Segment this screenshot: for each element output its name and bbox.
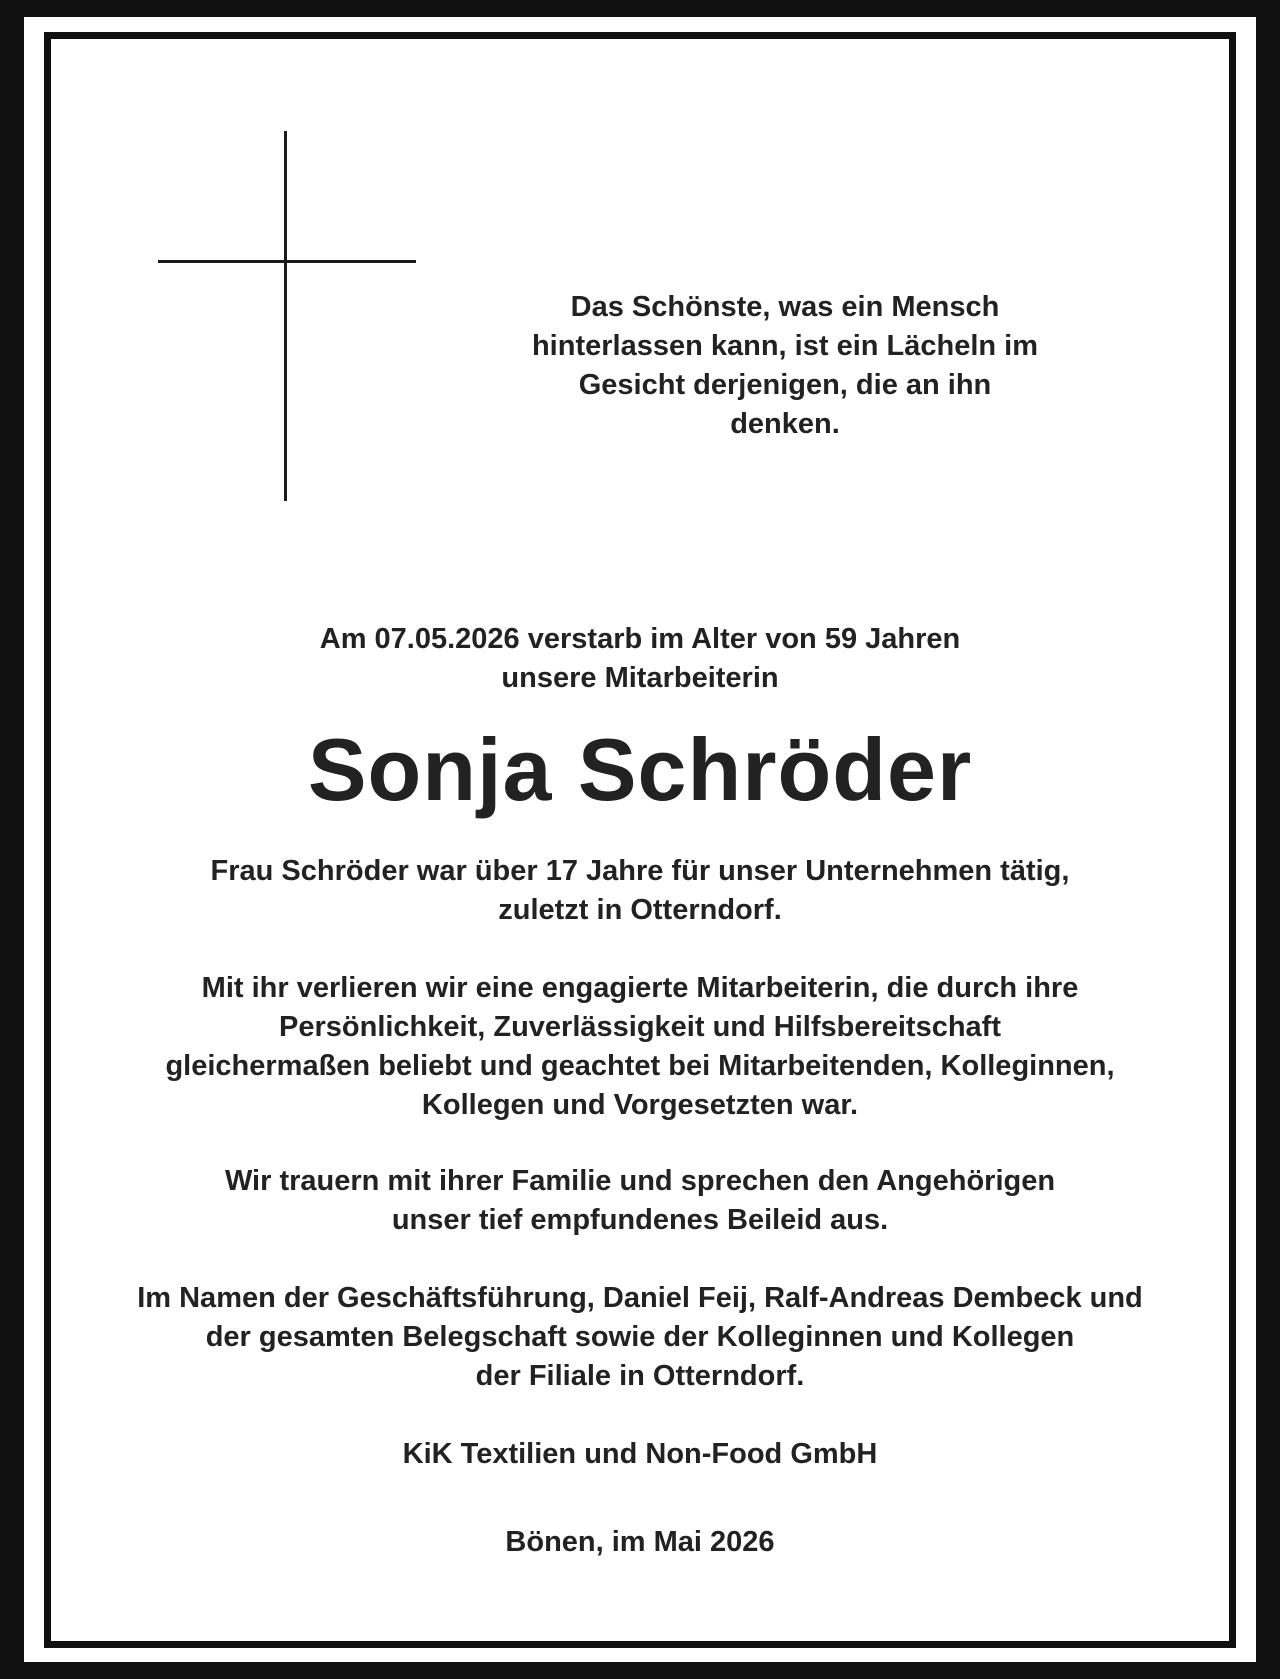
place-and-date: Bönen, im Mai 2026 — [505, 1526, 775, 1558]
company-name: KiK Textilien und Non-Food GmbH — [402, 1438, 878, 1470]
memorial-quote — [490, 288, 1080, 444]
paragraph-line: Persönlichkeit, Zuverlässigkeit und Hilfsbereitschaft — [279, 1011, 1001, 1043]
paragraph-line: unser tief empfundenes Beileid aus. — [391, 1204, 889, 1236]
quote-line: denken. — [730, 408, 840, 440]
paragraph-line: gleichermaßen beliebt und geachtet bei Mitarbeitenden, Kolleginnen, — [165, 1050, 1115, 1082]
intro-line: unsere Mitarbeiterin — [501, 662, 779, 694]
deceased-name: Sonja Schröder — [307, 720, 973, 819]
intro-line: Am 07.05.2026 verstarb im Alter von 59 Jahren — [319, 623, 961, 655]
paragraph-line: Mit ihr verlieren wir eine engagierte Mitarbeiterin, die durch ihre — [201, 972, 1079, 1004]
paragraph-line: der gesamten Belegschaft sowie der Kolleginnen und Kollegen — [205, 1321, 1075, 1353]
paragraph-tenure — [0, 852, 1280, 930]
cross-horizontal-bar — [158, 260, 416, 263]
paragraph-line: Im Namen der Geschäftsführung, Daniel Feij, Ralf-Andreas Dembeck und — [137, 1282, 1143, 1314]
paragraph-on-behalf — [0, 1279, 1280, 1396]
paragraph-line: Kollegen und Vorgesetzten war. — [421, 1089, 859, 1121]
cross-icon — [158, 131, 416, 501]
quote-line: hinterlassen kann, ist ein Lächeln im — [531, 330, 1039, 362]
paragraph-line: zuletzt in Otterndorf. — [498, 894, 782, 926]
cross-vertical-bar — [284, 131, 287, 501]
paragraph-line: Frau Schröder war über 17 Jahre für unser Unternehmen tätig, — [210, 855, 1070, 887]
quote-line: Das Schönste, was ein Mensch — [570, 291, 1000, 323]
paragraph-line: der Filiale in Otterndorf. — [475, 1360, 805, 1392]
paragraph-condolence — [0, 1162, 1280, 1240]
paragraph-tribute — [0, 969, 1280, 1125]
paragraph-line: Wir trauern mit ihrer Familie und sprechen den Angehörigen — [224, 1165, 1056, 1197]
quote-line: Gesicht derjenigen, die an ihn — [578, 369, 992, 401]
death-announcement — [0, 620, 1280, 698]
